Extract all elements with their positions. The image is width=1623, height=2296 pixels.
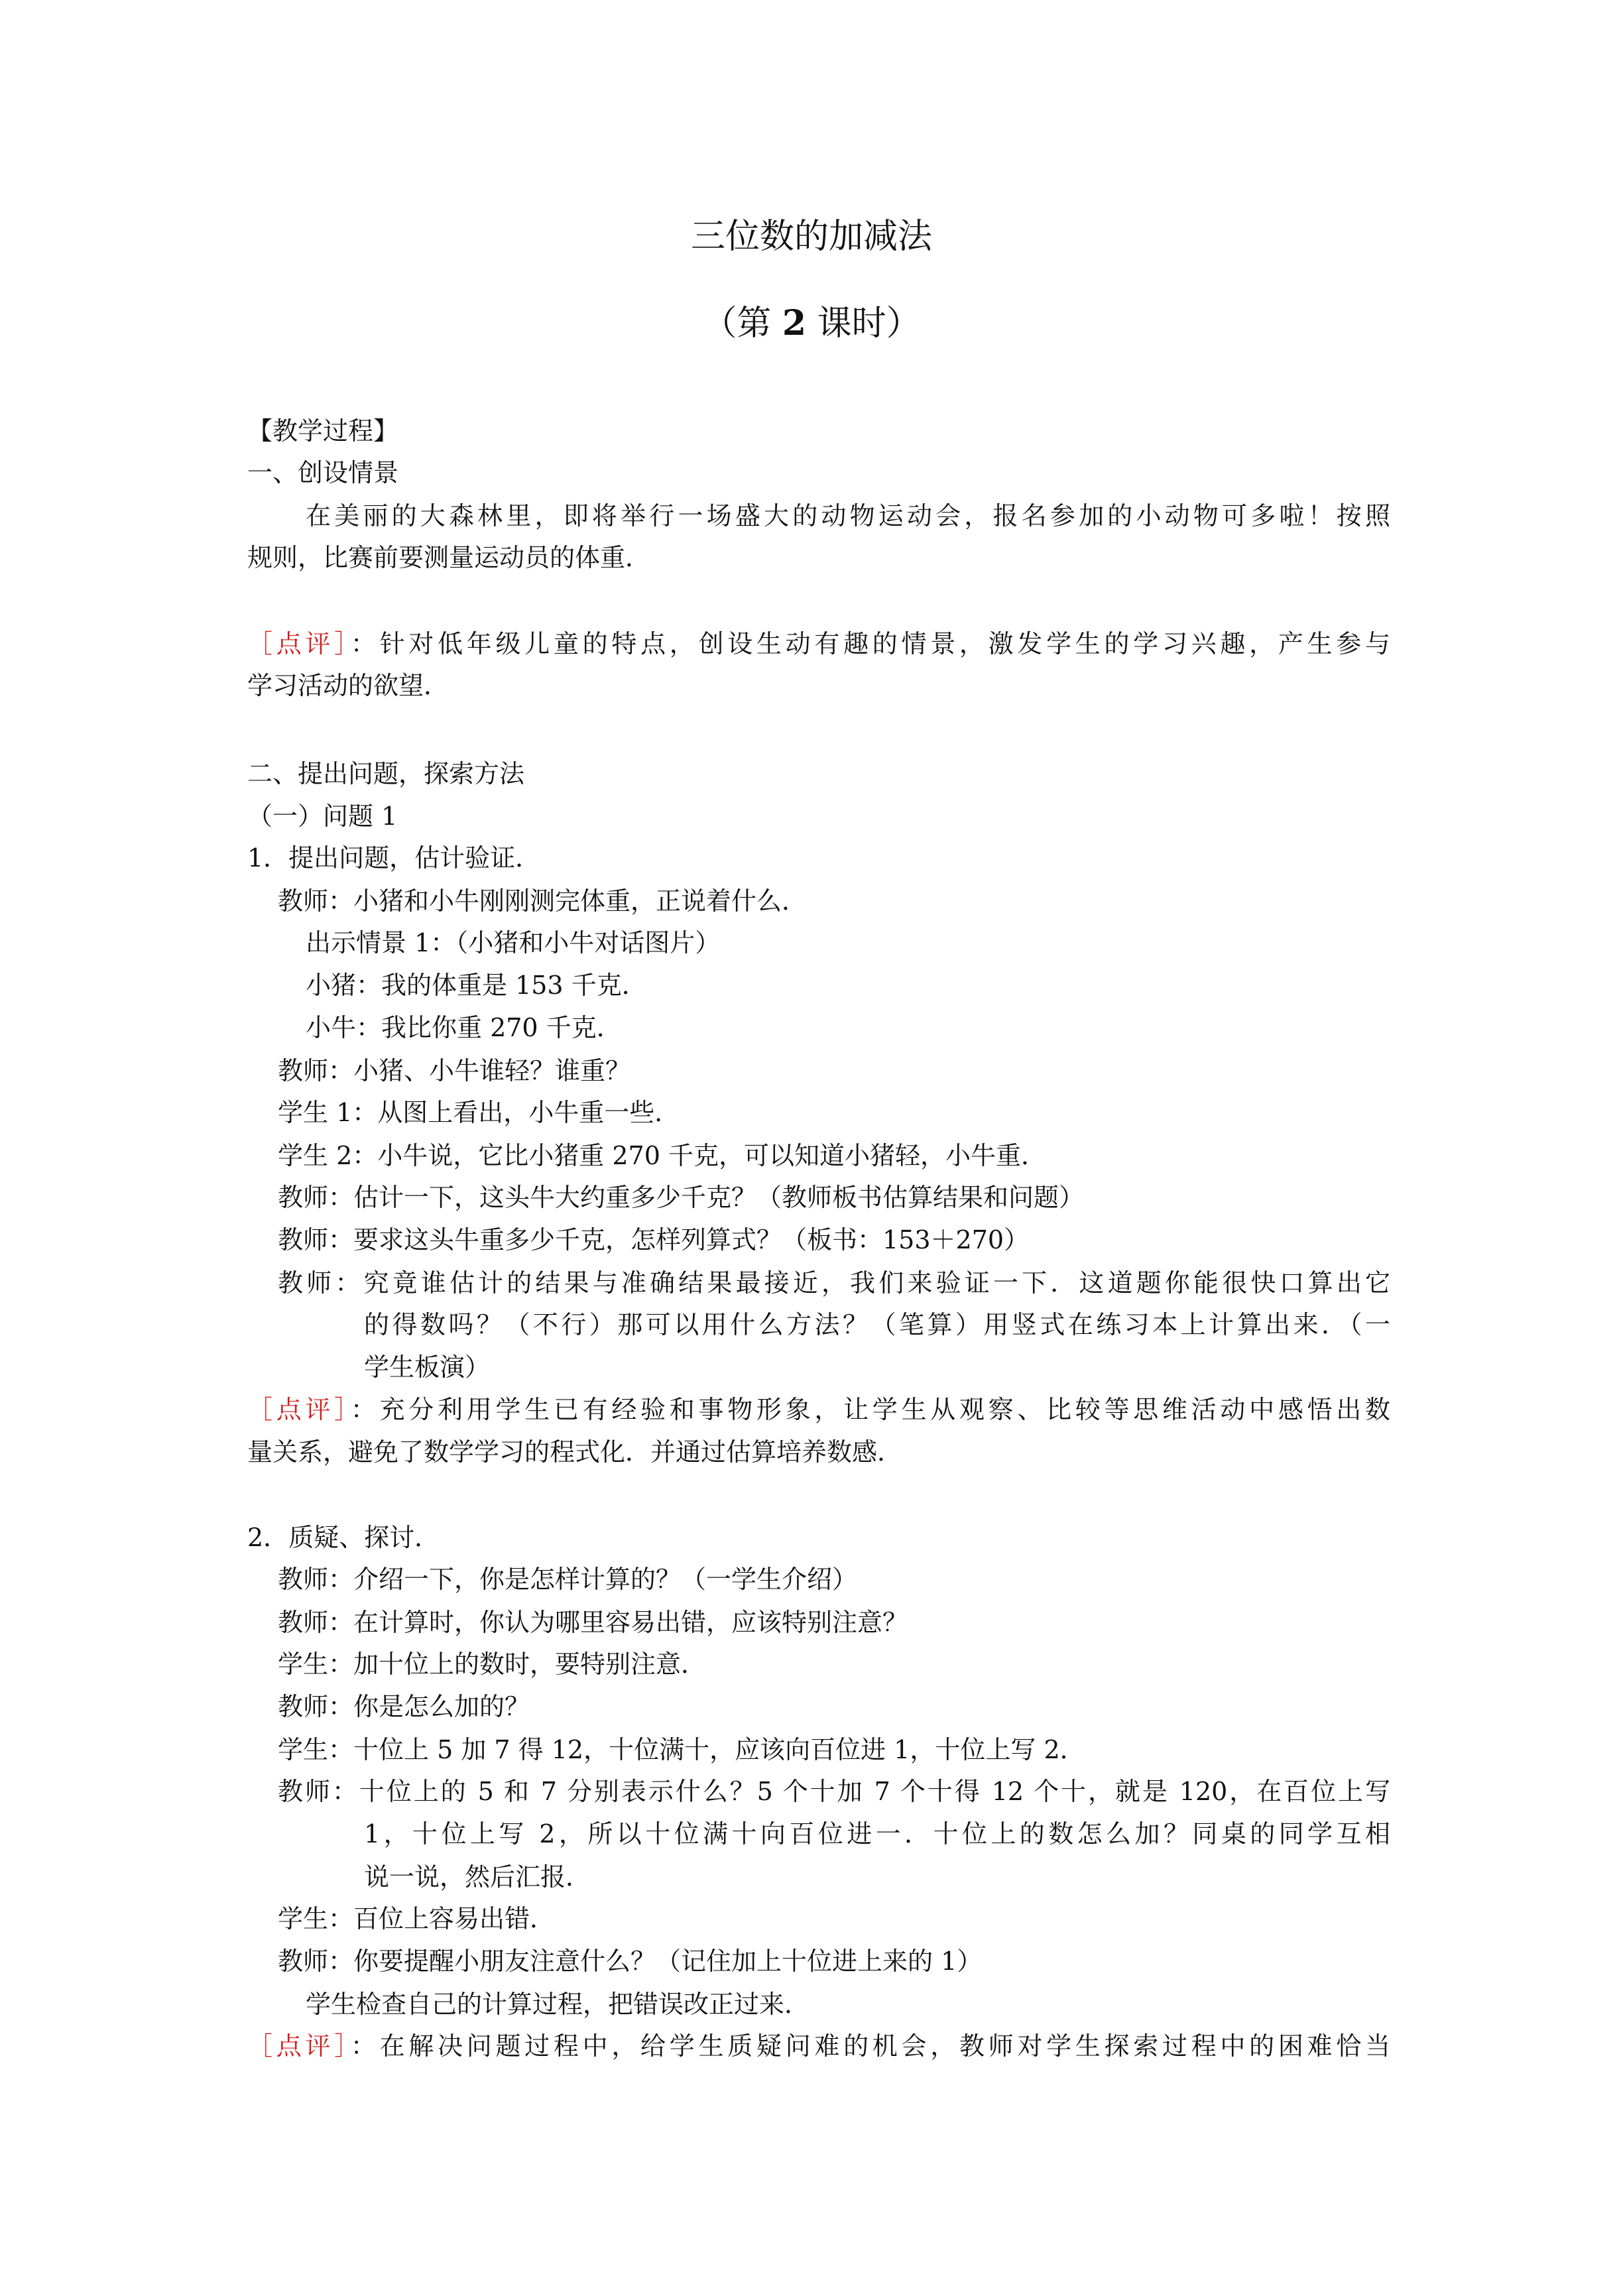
section-heading: 一、创设情景 (247, 458, 399, 487)
dialogue-line: 教师：小猪、小牛谁轻？谁重？ (278, 1056, 631, 1085)
comment-line: ［点评］：针对低年级儿童的特点，创设生动有趣的情景，激发学生的学习兴趣，产生参与 (247, 629, 1390, 658)
dialogue-line: 小牛：我比你重 270 千克． (306, 1013, 622, 1042)
section-heading: 【教学过程】 (247, 416, 399, 446)
comment-line: ［点评］：充分利用学生已有经验和事物形象，让学生从观察、比较等思维活动中感悟出数 (247, 1395, 1390, 1424)
dialogue-line: 学生板演） (364, 1353, 491, 1382)
comment-line: ［点评］：在解决问题过程中，给学生质疑问难的机会，教师对学生探索过程中的困难恰当 (247, 2031, 1390, 2061)
page-title: 三位数的加减法 (690, 217, 932, 257)
step-heading: 1．提出问题，估计验证． (247, 843, 541, 873)
dialogue-line: 学生：加十位上的数时，要特别注意． (278, 1650, 707, 1679)
dialogue-line: 教师：在计算时，你认为哪里容易出错，应该特别注意？ (278, 1608, 908, 1637)
dialogue-line: 的得数吗？（不行）那可以用什么方法？（笔算）用竖式在练习本上计算出来．（一 (364, 1310, 1390, 1339)
paragraph-line: 在美丽的大森林里，即将举行一场盛大的动物运动会，报名参加的小动物可多啦！按照 (306, 501, 1390, 530)
paragraph-line: 规则，比赛前要测量运动员的体重． (247, 543, 651, 572)
dialogue-line: 教师：你要提醒小朋友注意什么？（记住加上十位进上来的 1） (278, 1947, 983, 1976)
dialogue-line: 小猪：我的体重是 153 千克． (306, 971, 647, 1000)
dialogue-line: 学生：十位上 5 加 7 得 12，十位满十，应该向百位进 1，十位上写 2． (278, 1735, 1085, 1764)
step-heading: 2．质疑、探讨． (247, 1523, 440, 1552)
dialogue-line: 学生：百位上容易出错． (278, 1904, 556, 1933)
dialogue-line: 1，十位上写 2，所以十位满十向百位进一．十位上的数怎么加？同桌的同学互相 (364, 1819, 1390, 1848)
dialogue-line: 学生检查自己的计算过程，把错误改正过来． (306, 1990, 810, 2019)
subsection-heading: （一）问题 1 (247, 802, 398, 831)
dialogue-line: 教师：估计一下，这头牛大约重多少千克？（教师板书估算结果和问题） (278, 1183, 1085, 1212)
dialogue-line: 教师：介绍一下，你是怎样计算的？（一学生介绍） (278, 1565, 858, 1594)
page-subtitle: （第 2 课时） (702, 303, 921, 343)
dialogue-line: 学生 1：从图上看出，小牛重一些． (278, 1098, 680, 1127)
comment-tag: ［点评］ (247, 2031, 351, 2061)
dialogue-line: 说一说，然后汇报． (364, 1862, 591, 1892)
dialogue-line: 学生 2：小牛说，它比小猪重 270 千克，可以知道小猪轻，小牛重． (278, 1141, 1046, 1170)
dialogue-line: 教师：要求这头牛重多少千克，怎样列算式？（板书：153＋270） (278, 1225, 1030, 1254)
dialogue-line: 教师：你是怎么加的？ (278, 1692, 530, 1721)
comment-tag: ［点评］ (247, 1395, 351, 1424)
dialogue-line: 教师：小猪和小牛刚刚测完体重，正说着什么． (278, 886, 808, 916)
comment-line: 学习活动的欲望． (247, 671, 450, 700)
dialogue-line: 出示情景 1：（小猪和小牛对话图片） (306, 928, 721, 957)
comment-line: 量关系，避免了数学学习的程式化．并通过估算培养数感． (247, 1437, 903, 1467)
comment-tag: ［点评］ (247, 629, 351, 658)
dialogue-line: 教师：十位上的 5 和 7 分别表示什么？5 个十加 7 个十得 12 个十，就是 120，在百位上写 (278, 1777, 1390, 1806)
dialogue-line: 教师：究竟谁估计的结果与准确结果最接近，我们来验证一下．这道题你能很快口算出它 (278, 1268, 1390, 1298)
section-heading: 二、提出问题，探索方法 (247, 759, 525, 788)
